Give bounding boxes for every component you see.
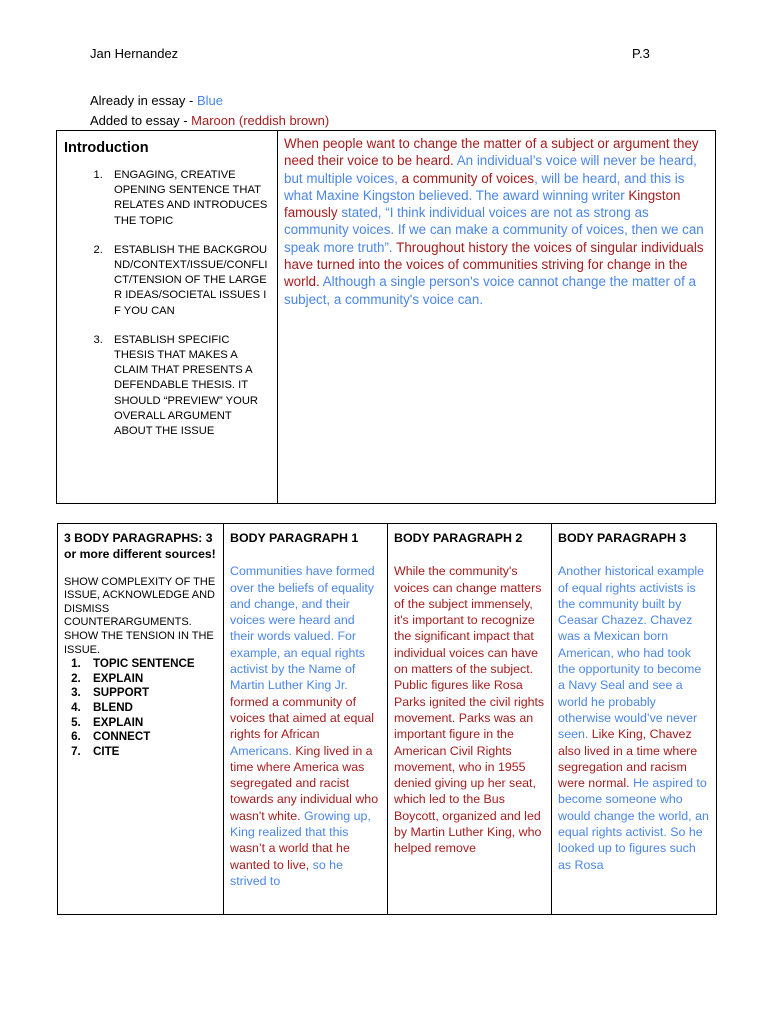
body-step: 5. EXPLAIN [84, 716, 217, 731]
body-paragraph-3-text [558, 563, 710, 873]
text-run-added: Like King, Chavez also lived in a time where segregation and racism were normal. [558, 727, 698, 791]
text-run-added: wasn’t a world that he wanted to live, [230, 841, 350, 872]
introduction-table [56, 130, 716, 504]
text-run-existing: An individual’s voice will never be heard, but multiple voices, [284, 153, 697, 186]
text-run-existing: Communities have formed over the beliefs of equality and change, and their voices were heard and their words valued. For example, an equal rights activist by the Name of Martin Luther King Jr. [230, 564, 375, 693]
text-run-existing: so he strived to [230, 857, 343, 888]
body-step: 7. CITE [84, 745, 217, 760]
text-run-existing: stated, “I think individual voices are not as strong as community voices. If we can make a community of voices, then we can speak more truth”. [284, 205, 704, 255]
text-run-added: Kingston famously [284, 187, 681, 221]
legend-blue-label: Already in essay - [90, 93, 197, 108]
introduction-instructions [57, 131, 278, 504]
body-paragraph-1-title: BODY PARAGRAPH 1 [230, 531, 359, 545]
legend-blue-value: Blue [196, 93, 223, 108]
class-period: P.3 [632, 46, 650, 61]
body-step: 6. CONNECT [84, 730, 217, 745]
body-step: 2. EXPLAIN [84, 672, 217, 687]
text-run-existing: Although a single person's voice cannot change the matter of a subject, a community's voice can. [284, 274, 696, 307]
body-paragraph-3-title: BODY PARAGRAPH 3 [558, 531, 687, 545]
text-run-added: King lived in a time where America was segregated and racist towards any individual who wasn't white. [230, 743, 379, 823]
intro-step: 1. ENGAGING, CREATIVE OPENING SENTENCE THAT RELATES AND INTRODUCES THE TOPIC [106, 168, 271, 229]
introduction-paragraph [278, 131, 716, 504]
text-run-existing: Americans. [230, 743, 296, 758]
text-run-added: When people want to change the matter of a subject or argument they need their voice to be heard. [284, 136, 699, 169]
legend-maroon [90, 113, 329, 128]
body-paragraph-1-text [230, 563, 381, 889]
legend-maroon-label: Added to essay - [90, 113, 192, 128]
body-lead-title: 3 BODY PARAGRAPHS: 3 or more different sources! [64, 531, 216, 562]
body-paragraph-2-title: BODY PARAGRAPH 2 [394, 531, 523, 545]
body-steps [64, 657, 217, 759]
introduction-title: Introduction [64, 140, 149, 156]
student-name: Jan Hernandez [90, 46, 179, 61]
body-step: 3. SUPPORT [84, 686, 217, 701]
text-run-added: formed a community of voices that aimed at equal rights for African [230, 694, 374, 742]
body-step: 4. BLEND [84, 701, 217, 716]
text-run-added: Throughout history the voices of singular individuals have turned into the voices of communities striving for change in the world. [284, 239, 704, 290]
body-instructions [58, 524, 224, 915]
intro-step: 3. ESTABLISH SPECIFIC THESIS THAT MAKES A CLAIM THAT PRESENTS A DEFENDABLE THESIS. IT SHOULD “PREVIEW” YOUR OVERALL ARGUMENT ABOUT THE ISSUE [106, 333, 271, 439]
introduction-steps [63, 168, 271, 439]
body-paragraph-2 [388, 524, 552, 915]
body-step: 1. TOPIC SENTENCE [84, 657, 217, 672]
body-paragraph-3 [552, 524, 717, 915]
body-paragraph-2-text [394, 563, 545, 856]
body-paragraphs-table [57, 523, 717, 915]
body-paragraph-1 [224, 524, 388, 915]
legend-blue [90, 93, 223, 108]
text-run-existing: , will be heard, and this is what Maxine Kingston believed. The award winning writer [284, 170, 685, 203]
legend-maroon-value: Maroon (reddish brown) [191, 113, 330, 128]
text-run-existing: He aspired to become someone who would change the world, an equal rights activist. So he looked up to figures such as Rosa [558, 776, 709, 872]
intro-step: 2. ESTABLISH THE BACKGROUND/CONTEXT/ISSUE/CONFLICT/TENSION OF THE LARGER IDEAS/SOCIETAL ISSUES IF YOU CAN [106, 243, 271, 319]
body-lead-description: SHOW COMPLEXITY OF THE ISSUE, ACKNOWLEDGE AND DISMISS COUNTERARGUMENTS. SHOW THE TENSION IN THE ISSUE. [64, 575, 216, 656]
text-run-added: a community of voices [401, 170, 535, 186]
text-run-existing: Growing up, King realized that this [230, 808, 371, 840]
text-run-added: While the community's voices can change matters of the subject immensely, it's important to recognize the significant impact that individual voices can have on matters of the subject. Public figures like Rosa Parks ignited the civil rights movement. Parks was an important figure in the American Civil Rights movement, who in 1955 denied giving up her seat, which led to the Bus Boycott, organized and led by Martin Luther King, who helped remove [394, 564, 545, 856]
text-run-existing: Another historical example of equal rights activists is the community built by Ceasar Chazez. Chavez was a Mexican born American, who had took the opportunity to become a Navy Seal and see a world he probably otherwise would’ve never seen. [558, 564, 705, 742]
